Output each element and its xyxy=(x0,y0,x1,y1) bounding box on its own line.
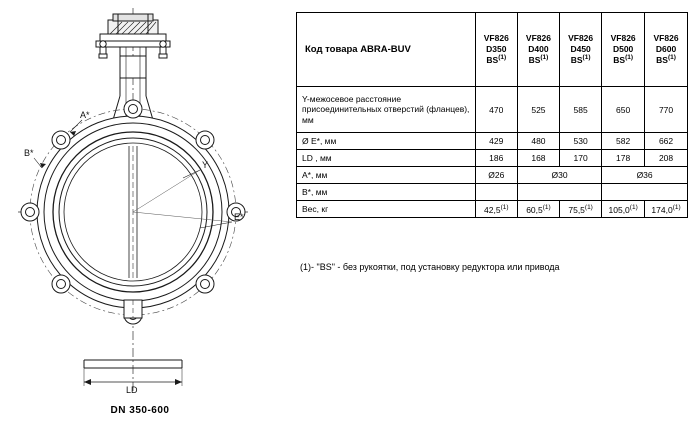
valve-drawing-svg xyxy=(0,0,290,400)
row-label-ld: LD , мм xyxy=(297,150,476,167)
cell-b-2 xyxy=(517,184,601,201)
cell-ld-3: 170 xyxy=(560,150,602,167)
table-row xyxy=(297,184,688,201)
weight-value-2: 60,5 xyxy=(526,204,543,215)
cell-y-3: 585 xyxy=(560,87,602,133)
cell-e-1: 429 xyxy=(475,133,517,150)
cell-e-2: 480 xyxy=(517,133,559,150)
cell-y-2: 525 xyxy=(517,87,559,133)
header-model-1 xyxy=(475,13,517,87)
cell-ld-1: 186 xyxy=(475,150,517,167)
cell-weight-1 xyxy=(475,201,517,218)
cell-ld-4: 178 xyxy=(602,150,645,167)
header-product-code: Код товара ABRA-BUV xyxy=(297,13,476,87)
row-label-b: B*, мм xyxy=(297,184,476,201)
table-footnote: (1)- "BS" - без рукоятки, под установку редуктора или привода xyxy=(300,262,560,272)
cell-ld-2: 168 xyxy=(517,150,559,167)
weight-sup-2: (1) xyxy=(542,203,551,211)
model-4-line3: BS xyxy=(613,55,626,66)
model-1-line2: D350 xyxy=(486,43,507,54)
weight-value-1: 42,5 xyxy=(484,204,501,215)
weight-sup-1: (1) xyxy=(500,203,509,211)
cell-y-5: 770 xyxy=(645,87,688,133)
dim-label-b: B* xyxy=(24,148,34,158)
header-model-3 xyxy=(560,13,602,87)
header-model-2 xyxy=(517,13,559,87)
specification-table xyxy=(296,12,688,218)
model-3-sup: (1) xyxy=(582,54,591,62)
dim-label-y: Y xyxy=(202,160,209,170)
cell-a-3: Ø36 xyxy=(602,167,688,184)
cell-ld-5: 208 xyxy=(645,150,688,167)
table-row xyxy=(297,133,688,150)
cell-weight-2 xyxy=(517,201,559,218)
specification-table-wrap xyxy=(296,12,690,218)
cell-e-4: 582 xyxy=(602,133,645,150)
cell-y-1: 470 xyxy=(475,87,517,133)
table-row xyxy=(297,150,688,167)
cell-e-5: 662 xyxy=(645,133,688,150)
dim-label-ld: LD xyxy=(126,385,138,395)
cell-weight-4 xyxy=(602,201,645,218)
row-label-e: Ø E*, мм xyxy=(297,133,476,150)
cell-b-3 xyxy=(602,184,688,201)
model-2-sup: (1) xyxy=(540,54,549,62)
model-3-line1: VF826 xyxy=(568,33,594,44)
model-2-line3: BS xyxy=(528,55,541,66)
table-header-row xyxy=(297,13,688,87)
cell-e-3: 530 xyxy=(560,133,602,150)
cell-weight-5 xyxy=(645,201,688,218)
table-row xyxy=(297,167,688,184)
model-4-sup: (1) xyxy=(625,54,634,62)
model-3-line3: BS xyxy=(570,55,583,66)
weight-sup-3: (1) xyxy=(584,203,593,211)
weight-value-4: 105,0 xyxy=(608,204,630,215)
weight-value-5: 174,0 xyxy=(651,204,673,215)
row-label-a: A*, мм xyxy=(297,167,476,184)
row-label-y: Y-межосевое расстояние присоединительных отверстий (фланцев), мм xyxy=(297,87,476,133)
header-model-4 xyxy=(602,13,645,87)
cell-y-4: 650 xyxy=(602,87,645,133)
table-row xyxy=(297,201,688,218)
cell-b-1 xyxy=(475,184,517,201)
table-row xyxy=(297,87,688,133)
cell-a-2: Ø30 xyxy=(517,167,601,184)
drawing-caption: DN 350-600 xyxy=(110,405,170,416)
dim-label-e: E* xyxy=(234,212,244,222)
model-5-line1: VF826 xyxy=(653,33,679,44)
cell-weight-3 xyxy=(560,201,602,218)
model-3-line2: D450 xyxy=(570,43,591,54)
dim-label-a: A* xyxy=(80,110,90,120)
model-2-line1: VF826 xyxy=(525,33,551,44)
weight-value-3: 75,5 xyxy=(568,204,585,215)
model-4-line1: VF826 xyxy=(610,33,636,44)
model-5-line2: D600 xyxy=(655,43,677,54)
header-model-5 xyxy=(645,13,688,87)
model-1-line1: VF826 xyxy=(483,33,509,44)
weight-sup-4: (1) xyxy=(629,203,638,211)
cell-a-1: Ø26 xyxy=(475,167,517,184)
model-2-line2: D400 xyxy=(528,43,549,54)
model-1-line3: BS xyxy=(486,55,499,66)
model-4-line2: D500 xyxy=(612,43,634,54)
model-1-sup: (1) xyxy=(498,54,507,62)
weight-sup-5: (1) xyxy=(672,203,681,211)
valve-technical-drawing xyxy=(0,0,290,439)
row-label-weight: Вес, кг xyxy=(297,201,476,218)
model-5-sup: (1) xyxy=(667,54,676,62)
model-5-line3: BS xyxy=(656,55,668,66)
